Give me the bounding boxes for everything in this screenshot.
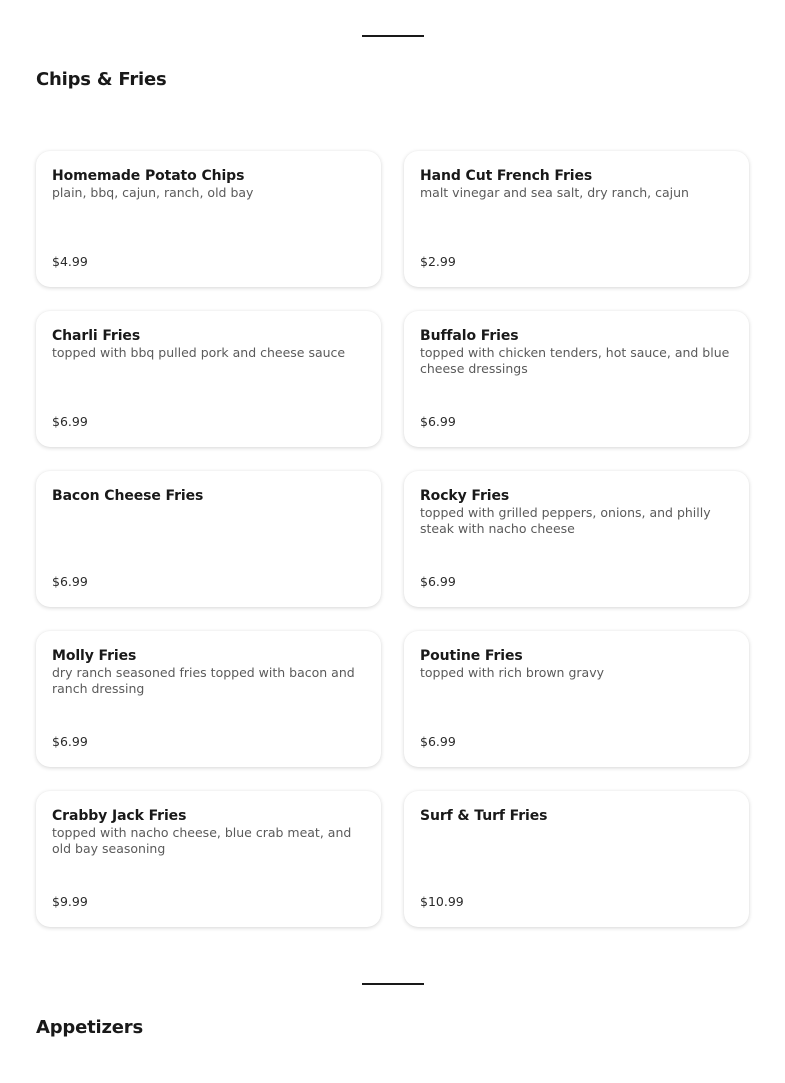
item-name: Charli Fries <box>52 328 141 344</box>
section-divider <box>362 983 424 985</box>
item-name: Poutine Fries <box>420 648 523 664</box>
item-name: Crabby Jack Fries <box>52 808 187 824</box>
item-description: topped with nacho cheese, blue crab meat, and old bay seasoning <box>52 825 352 856</box>
section-divider <box>362 35 424 37</box>
item-description: plain, bbq, cajun, ranch, old bay <box>52 185 254 200</box>
item-description: topped with bbq pulled pork and cheese sauce <box>52 345 346 360</box>
item-price: $6.99 <box>420 574 456 589</box>
item-description: dry ranch seasoned fries topped with bacon and ranch dressing <box>52 665 355 696</box>
section-title-chips-fries: Chips & Fries <box>36 69 167 90</box>
menu-item-card[interactable] <box>36 311 381 447</box>
item-price: $6.99 <box>420 414 456 429</box>
item-name: Hand Cut French Fries <box>420 168 593 184</box>
item-price: $6.99 <box>420 734 456 749</box>
item-price: $6.99 <box>52 574 88 589</box>
menu-item-card[interactable] <box>36 471 381 607</box>
item-name: Bacon Cheese Fries <box>52 488 204 504</box>
item-description: topped with grilled peppers, onions, and philly steak with nacho cheese <box>420 505 711 536</box>
item-price: $6.99 <box>52 414 88 429</box>
menu-item-card[interactable] <box>404 791 749 927</box>
item-price: $10.99 <box>420 894 464 909</box>
menu-item-card[interactable] <box>404 311 749 447</box>
item-name: Rocky Fries <box>420 488 510 504</box>
menu-items-grid <box>36 151 749 927</box>
menu-item-card[interactable] <box>36 631 381 767</box>
item-price: $9.99 <box>52 894 88 909</box>
menu-item-card[interactable] <box>404 471 749 607</box>
item-name: Surf & Turf Fries <box>420 808 548 824</box>
item-description: malt vinegar and sea salt, dry ranch, cajun <box>420 185 689 200</box>
item-price: $4.99 <box>52 254 88 269</box>
item-price: $2.99 <box>420 254 456 269</box>
menu-item-card[interactable] <box>36 791 381 927</box>
item-price: $6.99 <box>52 734 88 749</box>
item-description: topped with chicken tenders, hot sauce, and blue cheese dressings <box>420 345 730 376</box>
menu-item-card[interactable] <box>404 151 749 287</box>
item-description: topped with rich brown gravy <box>420 665 604 680</box>
item-name: Homemade Potato Chips <box>52 168 245 184</box>
menu-item-card[interactable] <box>404 631 749 767</box>
item-name: Molly Fries <box>52 648 137 664</box>
section-title-appetizers: Appetizers <box>36 1017 143 1038</box>
item-name: Buffalo Fries <box>420 328 519 344</box>
menu-item-card[interactable] <box>36 151 381 287</box>
